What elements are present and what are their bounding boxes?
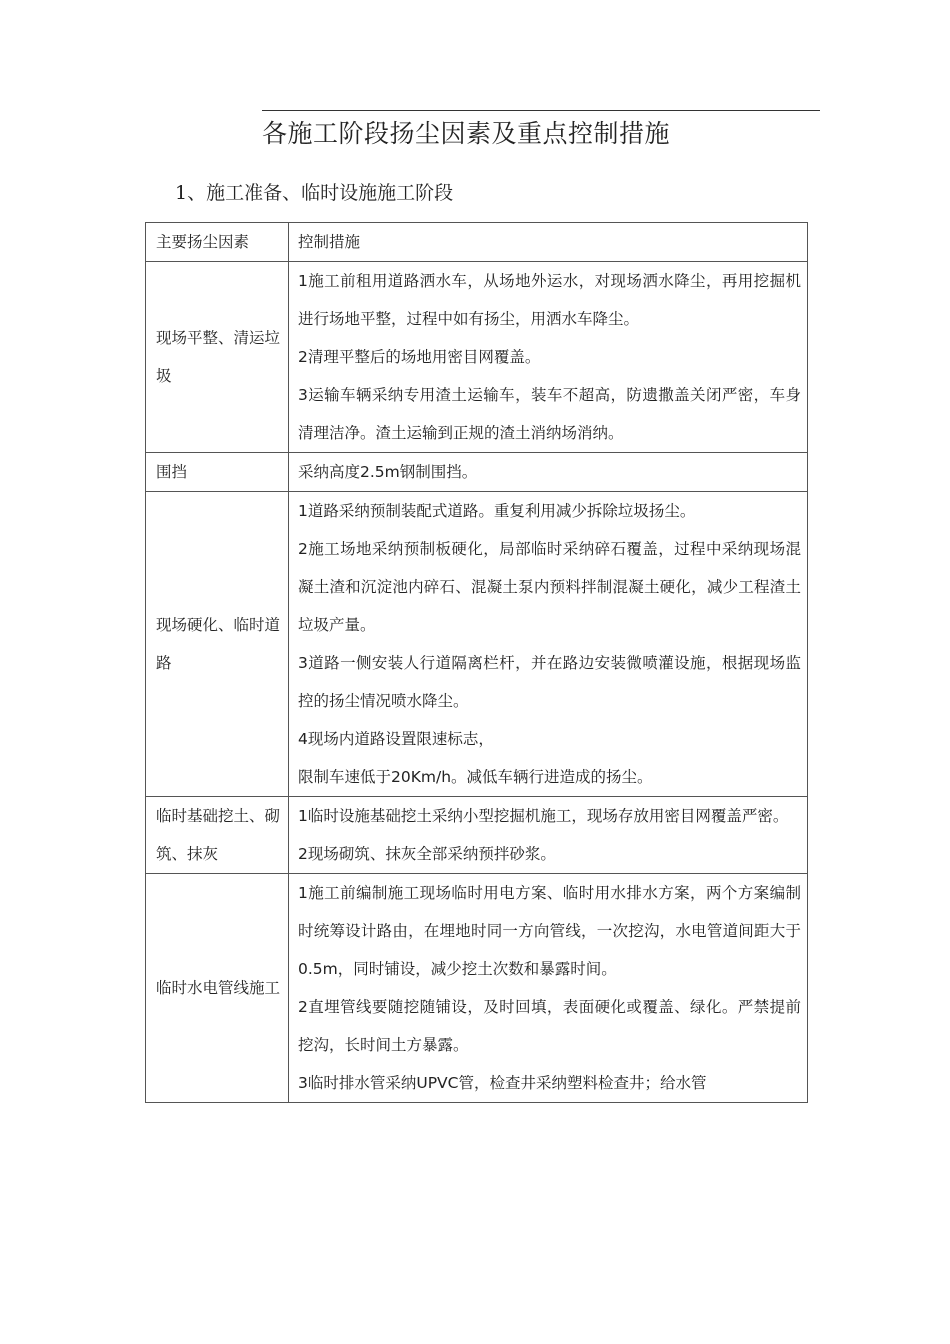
measure-item: 采纳高度2.5m钢制围挡。 bbox=[298, 463, 478, 481]
measure-cell bbox=[289, 797, 808, 874]
measure-item: 3道路一侧安装人行道隔离栏杆，并在路边安装微喷灌设施，根据现场监控的扬尘情况喷水降尘。 bbox=[298, 654, 801, 710]
header-factor: 主要扬尘因素 bbox=[146, 223, 289, 262]
measure-item: 2现场砌筑、抹灰全部采纳预拌砂浆。 bbox=[298, 845, 556, 863]
table-row bbox=[146, 262, 808, 453]
measure-item: 1施工前编制施工现场临时用电方案、临时用水排水方案，两个方案编制时统筹设计路由，在埋地时同一方向管线，一次挖沟，水电管道间距大于0.5m，同时铺设，减少挖土次数和暴露时间。 bbox=[298, 884, 801, 978]
measure-item: 1施工前租用道路洒水车，从场地外运水，对现场洒水降尘，再用挖掘机进行场地平整，过程中如有扬尘，用洒水车降尘。 bbox=[298, 272, 801, 328]
measure-item: 2直埋管线要随挖随铺设，及时回填，表面硬化或覆盖、绿化。严禁提前挖沟，长时间土方暴露。 bbox=[298, 998, 801, 1054]
measure-item: 2清理平整后的场地用密目网覆盖。 bbox=[298, 348, 541, 366]
measure-cell bbox=[289, 874, 808, 1103]
factor-cell: 围挡 bbox=[146, 453, 289, 492]
header-measure: 控制措施 bbox=[289, 223, 808, 262]
measure-item: 2施工场地采纳预制板硬化，局部临时采纳碎石覆盖，过程中采纳现场混凝土渣和沉淀池内碎石、混凝土泵内预料拌制混凝土硬化，减少工程渣土垃圾产量。 bbox=[298, 540, 801, 634]
table-row bbox=[146, 797, 808, 874]
measure-cell bbox=[289, 453, 808, 492]
factor-cell: 现场平整、清运垃圾 bbox=[146, 262, 289, 453]
title-top-rule bbox=[262, 110, 820, 111]
measure-cell bbox=[289, 492, 808, 797]
measure-item: 3临时排水管采纳UPVC管，检查井采纳塑料检查井；给水管 bbox=[298, 1074, 707, 1092]
section-heading: 1、施工准备、临时设施施工阶段 bbox=[175, 182, 454, 204]
measure-item: 3运输车辆采纳专用渣土运输车，装车不超高，防遗撒盖关闭严密，车身清理洁净。渣土运输到正规的渣土消纳场消纳。 bbox=[298, 386, 801, 442]
measure-cell bbox=[289, 262, 808, 453]
measure-item: 1临时设施基础挖土采纳小型挖掘机施工，现场存放用密目网覆盖严密。 bbox=[298, 807, 789, 825]
measure-item: 4现场内道路设置限速标志， bbox=[298, 730, 494, 748]
factor-cell: 临时基础挖土、砌筑、抹灰 bbox=[146, 797, 289, 874]
table-row bbox=[146, 453, 808, 492]
table-header-row bbox=[146, 223, 808, 262]
factor-cell: 现场硬化、临时道路 bbox=[146, 492, 289, 797]
measure-item: 1道路采纳预制装配式道路。重复利用减少拆除垃圾扬尘。 bbox=[298, 502, 696, 520]
document-title: 各施工阶段扬尘因素及重点控制措施 bbox=[262, 119, 671, 148]
table-row bbox=[146, 874, 808, 1103]
dust-control-table bbox=[145, 222, 808, 1103]
factor-cell: 临时水电管线施工 bbox=[146, 874, 289, 1103]
table-row bbox=[146, 492, 808, 797]
measure-item: 限制车速低于20Km/h。减低车辆行进造成的扬尘。 bbox=[298, 768, 653, 786]
